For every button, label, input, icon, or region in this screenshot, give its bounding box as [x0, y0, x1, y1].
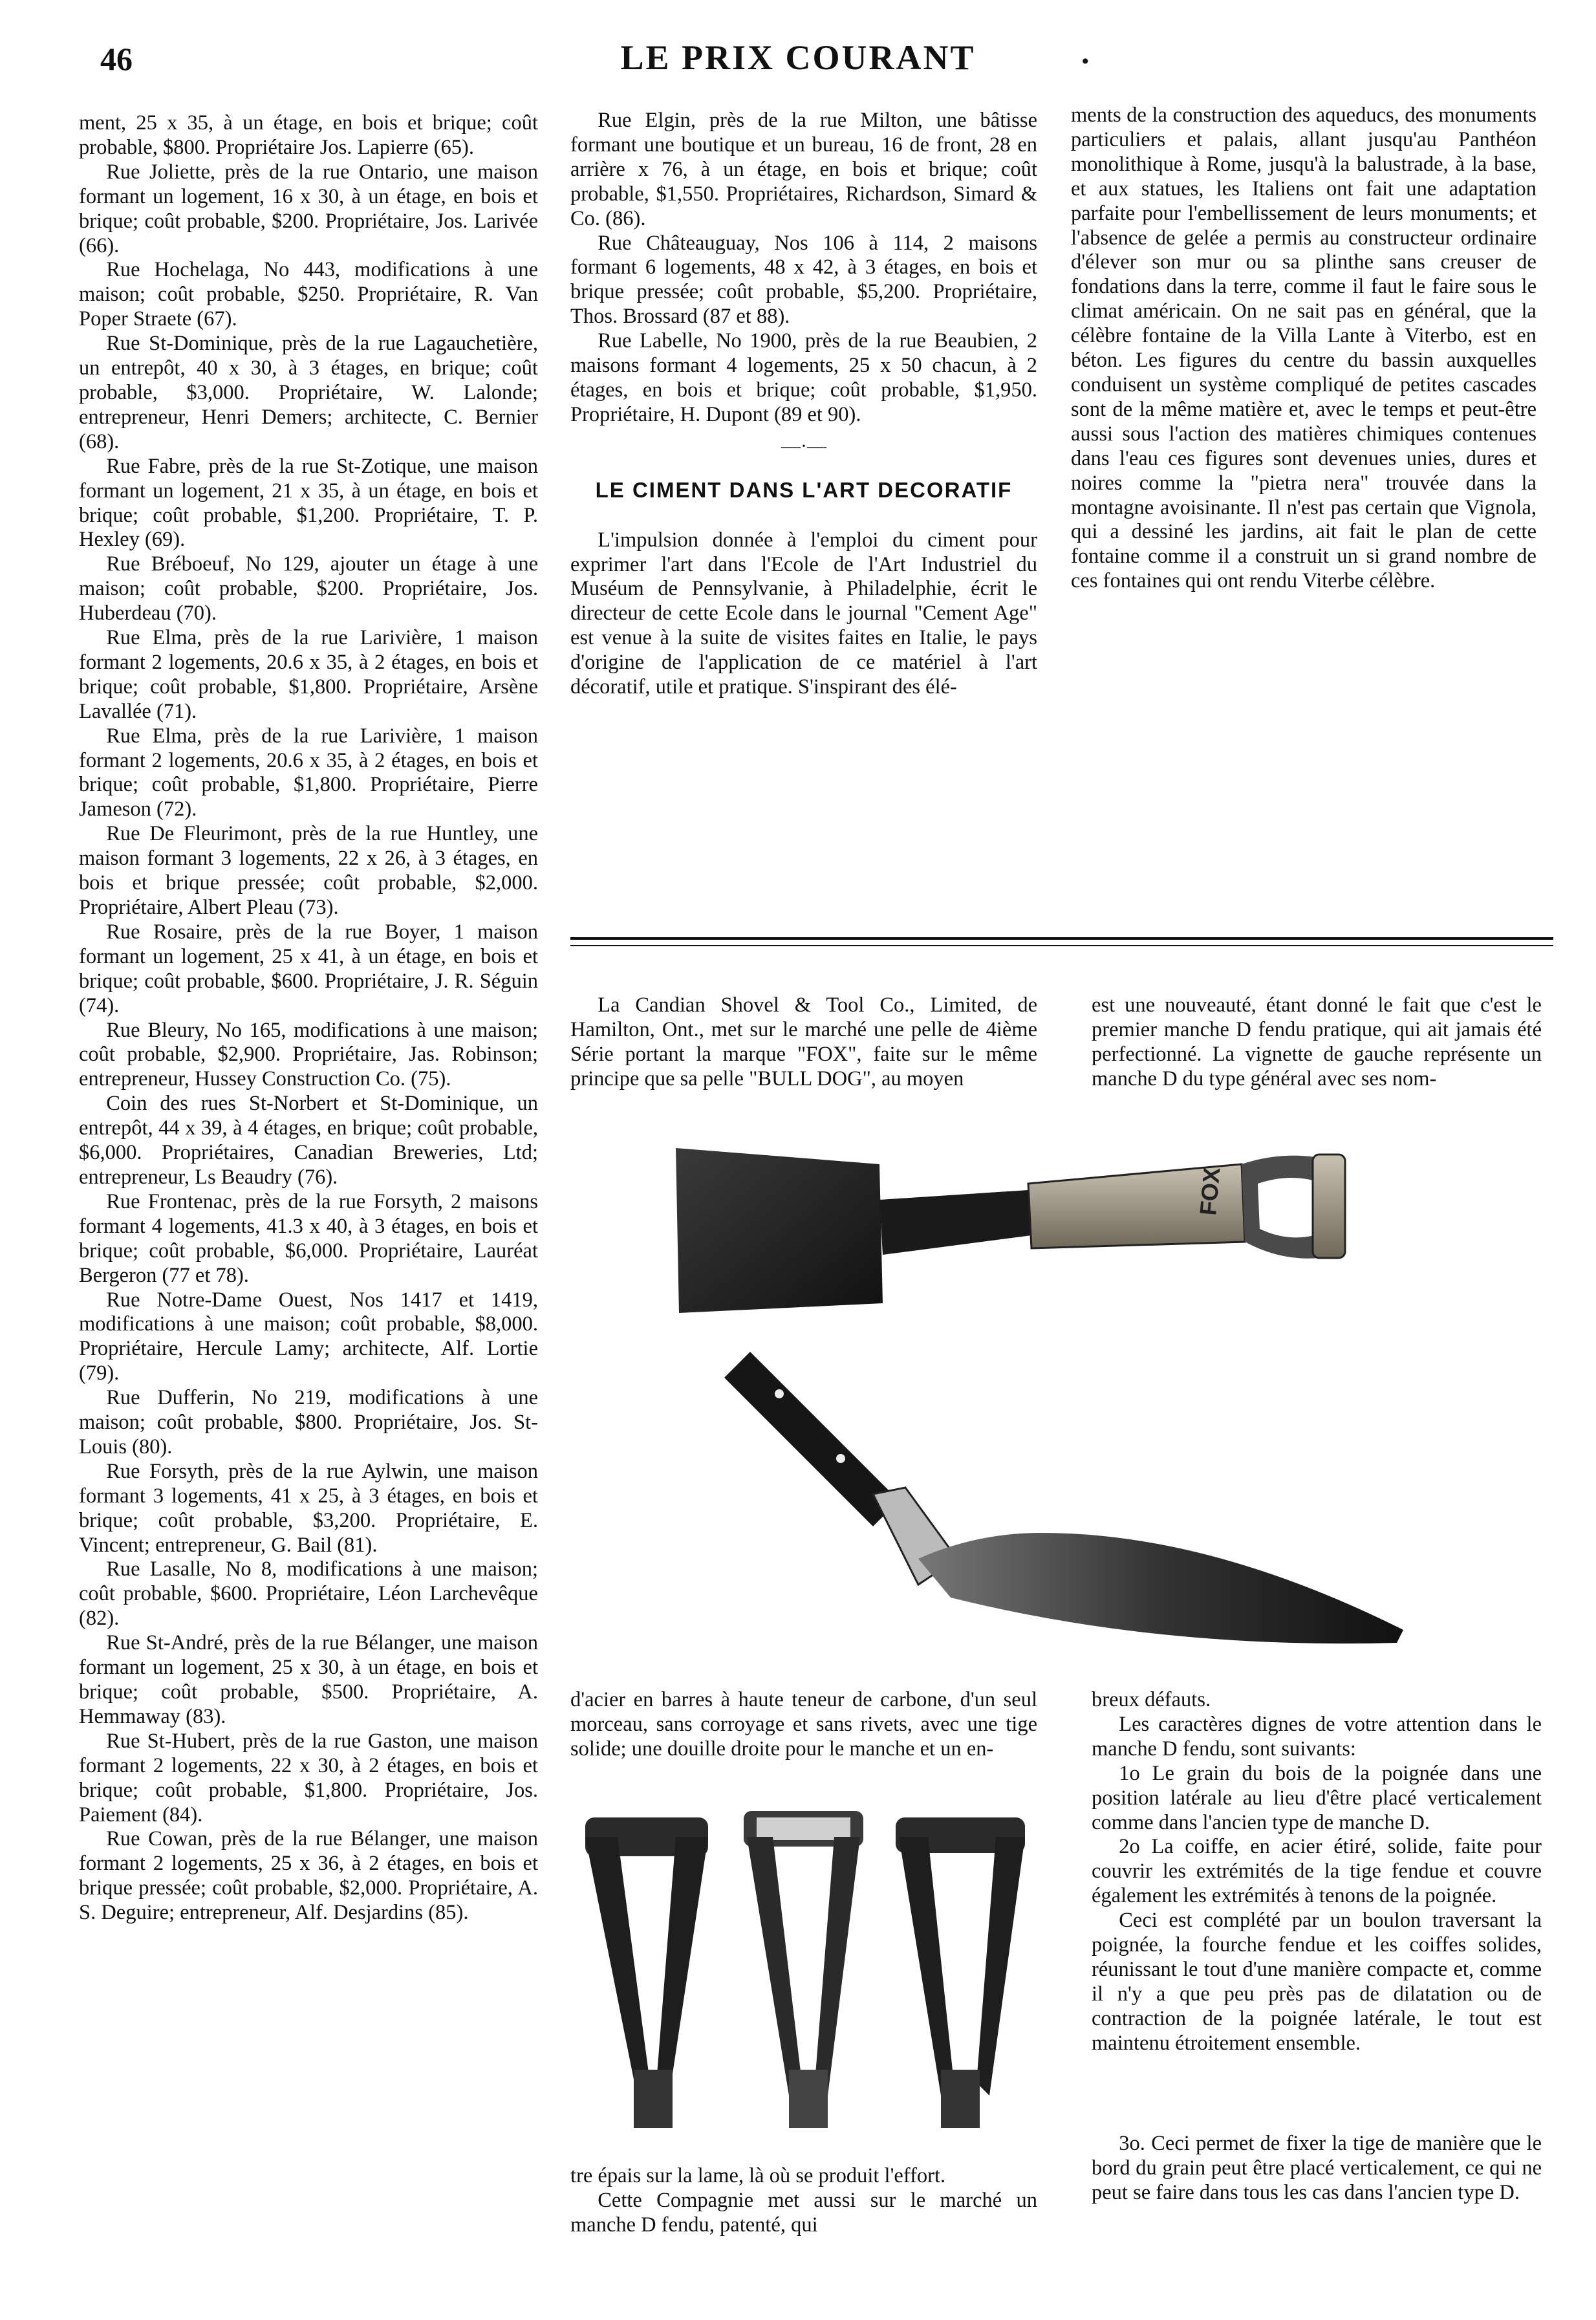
page-number: 46 — [100, 41, 133, 77]
ad-feature: 1o Le grain du bois de la poignée dans une position latérale au lieu d'être placé verticalement comme dans l'ancien type de manche D. — [1092, 1761, 1542, 1834]
d-handle-right — [896, 1817, 1025, 2128]
permit-entry: Rue Elma, près de la rue Larivière, 1 maison formant 2 logements, 20.6 x 35, à 2 étages, en bois et brique; coût probable, $1,800. Propriétaire, Pierre Jameson (72). — [79, 724, 538, 821]
ad-paragraph: d'acier en barres à haute teneur de carbone, d'un seul morceau, sans corroyage et sans rivets, avec une tige solide; une douille droite pour le manche et un en- — [570, 1688, 1037, 1761]
permit-entry: Rue Bleury, No 165, modifications à une maison; coût probable, $2,900. Propriétaire, Jas. Robinson; entrepreneur, Hussey Construction Co. (75). — [79, 1018, 538, 1091]
fox-shovel-illustration — [666, 1138, 1507, 1358]
shovel-blade — [676, 1148, 883, 1313]
permit-entry: ment, 25 x 35, à un étage, en bois et brique; coût probable, $800. Propriétaire Jos. Lapierre (65). — [79, 111, 538, 159]
permit-entry: Coin des rues St-Norbert et St-Dominique, un entrepôt, 44 x 39, à 4 étages, en brique; coût probable, $6,000. Propriétaires, Canadian Breweries, Ltd; entrepreneur, Ls Beaudry (76). — [79, 1092, 538, 1189]
fox-brand-label: FOX — [1194, 1166, 1225, 1217]
ad-feature: 2o La coiffe, en acier étiré, solide, faite pour couvrir les extrémités de la tige fendue et couvre également les extrémités à tenons de la poignée. — [1092, 1835, 1542, 1908]
shovel-grip — [1313, 1155, 1345, 1258]
permit-entry: Rue Dufferin, No 219, modifications à une maison; coût probable, $800. Propriétaire, Jos. St-Louis (80). — [79, 1386, 538, 1458]
permits-article-column — [570, 109, 1037, 700]
permit-entry: Rue Labelle, No 1900, près de la rue Beaubien, 2 maisons formant 4 logements, 25 x 50 chacun, à 2 étages, en bois et brique; coût probable, $1,950. Propriétaire, H. Dupont (89 et 90). — [570, 329, 1037, 426]
ad-paragraph: breux défauts. — [1092, 1688, 1211, 1711]
permit-entry: Rue St-Hubert, près de la rue Gaston, une maison formant 2 logements, 22 x 30, à 2 étages, en bois et brique; coût probable, $1,800. Propriétaire, Jos. Paiement (84). — [79, 1729, 538, 1827]
permit-entry: Rue Hochelaga, No 443, modifications à une maison; coût probable, $250. Propriétaire, R. Van Poper Straete (67). — [79, 258, 538, 331]
permit-entry: Rue Elma, près de la rue Larivière, 1 maison formant 2 logements, 20.6 x 35, à 2 étages, en bois et brique; coût probable, $1,800. Propriétaire, Arsène Lavallée (71). — [79, 626, 538, 723]
permit-entry: Rue St-André, près de la rue Bélanger, une maison formant un logement, 25 x 30, à un étage, en bois et brique; coût probable, $500. Propriétaire, A. Hemmaway (83). — [79, 1631, 538, 1728]
article-paragraph: L'impulsion donnée à l'emploi du ciment pour exprimer l'art dans l'Ecole de l'Art Industriel du Muséum de Pennsylvanie, à Philadelphie, écrit le directeur de cette Ecole dans le journal "Cement Age" est venue à la suite de visites faites en Italie, le pays d'origine de l'application de ce matériel à l'art décoratif, utile et pratique. S'inspirant des élé- — [570, 528, 1037, 699]
ad-paragraph: Cette Compagnie met aussi sur le marché un manche D fendu, patenté, qui — [570, 2188, 1037, 2237]
d-handles-illustration — [572, 1811, 1038, 2134]
journal-title: LE PRIX COURANT — [620, 38, 976, 77]
ornament-divider: —·— — [781, 435, 826, 457]
ad-text-end — [570, 2164, 1037, 2238]
section-rule — [570, 937, 1553, 946]
ad-paragraph: est une nouveauté, étant donné le fait que c'est le premier manche D fendu pratique, qui ait jamais été perfectionné. La vignette de gauche représente un manche D du type général avec ses nom- — [1092, 993, 1542, 1090]
permit-entry: Rue De Fleurimont, près de la rue Huntley, une maison formant 3 logements, 22 x 26, à 3 étages, en bois et brique pressée; coût probable, $2,000. Propriétaire, Albert Pleau (73). — [79, 822, 538, 919]
permit-entry: Rue Elgin, près de la rue Milton, une bâtisse formant une boutique et un bureau, 16 de front, 28 en arrière x 76, à un étage, en bois et brique; coût probable, $1,550. Propriétaires, Richardson, Simard & Co. (86). — [570, 109, 1037, 230]
permits-column — [79, 111, 538, 1925]
ad-text-intro — [570, 993, 1037, 1092]
pointed-handle — [724, 1352, 899, 1526]
pointed-blade — [918, 1533, 1403, 1643]
article-column — [1071, 103, 1537, 594]
permit-entry: Rue Lasalle, No 8, modifications à une maison; coût probable, $600. Propriétaire, Léon Larchevêque (82). — [79, 1557, 538, 1631]
permit-entry: Rue Forsyth, près de la rue Aylwin, une maison formant 3 logements, 41 x 25, à 3 étages, en bois et brique; coût probable, $3,200. Propriétaire, E. Vincent; entrepreneur, G. Bail (81). — [79, 1459, 538, 1557]
pointed-shovel-illustration — [705, 1339, 1416, 1662]
permit-entry: Rue Frontenac, près de la rue Forsyth, 2 maisons formant 4 logements, 41.3 x 40, à 3 étages, en bois et brique; coût probable, $6,000. Propriétaire, Lauréat Bergeron (77 et 78). — [79, 1189, 538, 1287]
permit-entry: Rue Châteauguay, Nos 106 à 114, 2 maisons formant 6 logements, 48 x 42, à 3 étages, en bois et brique pressée; coût probable, $5,200. Propriétaire, Thos. Brossard (87 et 88). — [570, 231, 1037, 329]
page-header — [0, 34, 1596, 85]
permit-entry: Rue Cowan, près de la rue Bélanger, une maison formant 2 logements, 25 x 36, à 2 étages, en bois et brique pressée; coût probable, $2,000. Propriétaire, A. S. Deguire; entrepreneur, Alf. Desjardins (85). — [79, 1827, 538, 1925]
permit-entry: Rue Fabre, près de la rue St-Zotique, une maison formant un logement, 21 x 35, à un étage, en bois et brique; coût probable, $1,200. Propriétaire, T. P. Hexley (69). — [79, 454, 538, 552]
ad-paragraph: La Candian Shovel & Tool Co., Limited, de Hamilton, Ont., met sur le marché une pelle de 4ième Série portant la marque "FOX", faite sur le même principe que sa pelle "BULL DOG", au moyen — [570, 993, 1037, 1090]
permit-entry: Rue Joliette, près de la rue Ontario, une maison formant un logement, 16 x 30, à un étage, en bois et brique; coût probable, $200. Propriétaire, Jos. Larivée (66). — [79, 160, 538, 257]
permit-entry: Rue Notre-Dame Ouest, Nos 1417 et 1419, modifications à une maison; coût probable, $8,000. Propriétaire, Hercule Lamy; architecte, Alf. Lortie (79). — [79, 1288, 538, 1385]
header-dot: . — [1081, 34, 1090, 70]
section-heading: LE CIMENT DANS L'ART DECORATIF — [595, 477, 1013, 502]
ad-paragraph: Les caractères dignes de votre attention dans le manche D fendu, sont suivants: — [1092, 1712, 1542, 1761]
ad-text-final — [1092, 2132, 1542, 2206]
ad-text-middle — [570, 1688, 1037, 1762]
permit-entry: Rue Rosaire, près de la rue Boyer, 1 maison formant un logement, 25 x 41, à un étage, en bois et brique; coût probable, $600. Propriétaire, J. R. Séguin (74). — [79, 920, 538, 1017]
article-paragraph: ments de la construction des aqueducs, des monuments particuliers et palais, allant jusqu'au Panthéon monolithique à Rome, jusqu'à la balustrade, à la base, et aux statues, les Italiens ont fait une adaptation parfaite pour l'embellissement de leurs monuments; et l'absence de gelée a permis au constructeur ordinaire d'élever son mur ou sa plinthe sans creuser de fondations dans la terre, comme il faut le faire sous le climat américain. On ne sait pas en général, que la célèbre fontaine de la Villa Lante à Viterbo, est en béton. Les figures du centre du bassin auxquelles conduisent un système compliqué de petites cascades sont de la même matière et, avec le temps et peut-être aussi sous l'action des matières chimiques contenues dans l'eau ces figures sont devenues unies, dures et noires comme la "pietra nera" trouvée dans la montagne avoisinante. Il n'est pas certain que Vignola, qui a dessiné les jardins, ait fait le plan de cette fontaine comme il a construit un si grand nombre de ces fontaines qui ont rendu Viterbe célèbre. — [1071, 103, 1537, 593]
permit-entry: Rue Bréboeuf, No 129, ajouter un étage à une maison; coût probable, $200. Propriétaire, Jos. Huberdeau (70). — [79, 552, 538, 625]
shovel-socket — [879, 1190, 1031, 1255]
d-handle-left — [585, 1817, 708, 2128]
ad-text-features — [1092, 1688, 1542, 2056]
permit-entry: Rue St-Dominique, près de la rue Lagauchetière, un entrepôt, 40 x 30, à 3 étages, en brique; coût probable, $3,000. Propriétaire, W. Lalonde; entrepreneur, Henri Demers; architecte, C. Bernier (68). — [79, 332, 538, 453]
ad-paragraph: tre épais sur la lame, là où se produit l'effort. — [570, 2164, 946, 2187]
ad-feature: 3o. Ceci permet de fixer la tige de manière que le bord du grain peut être placé verticalement, ce qui ne peut se faire dans tous les cas dans l'ancien type D. — [1092, 2132, 1542, 2204]
ad-paragraph: Ceci est complété par un boulon traversant la poignée, la fourche fendue et les coiffes solides, réunissant le tout d'une manière compacte et, comme il n'y a que peu près pas de dilatation ou de contraction de la poignée latérale, le tout est maintenu étroitement ensemble. — [1092, 1909, 1542, 2055]
d-handle-middle — [744, 1811, 863, 2128]
ad-text-intro-cont — [1092, 993, 1542, 1092]
